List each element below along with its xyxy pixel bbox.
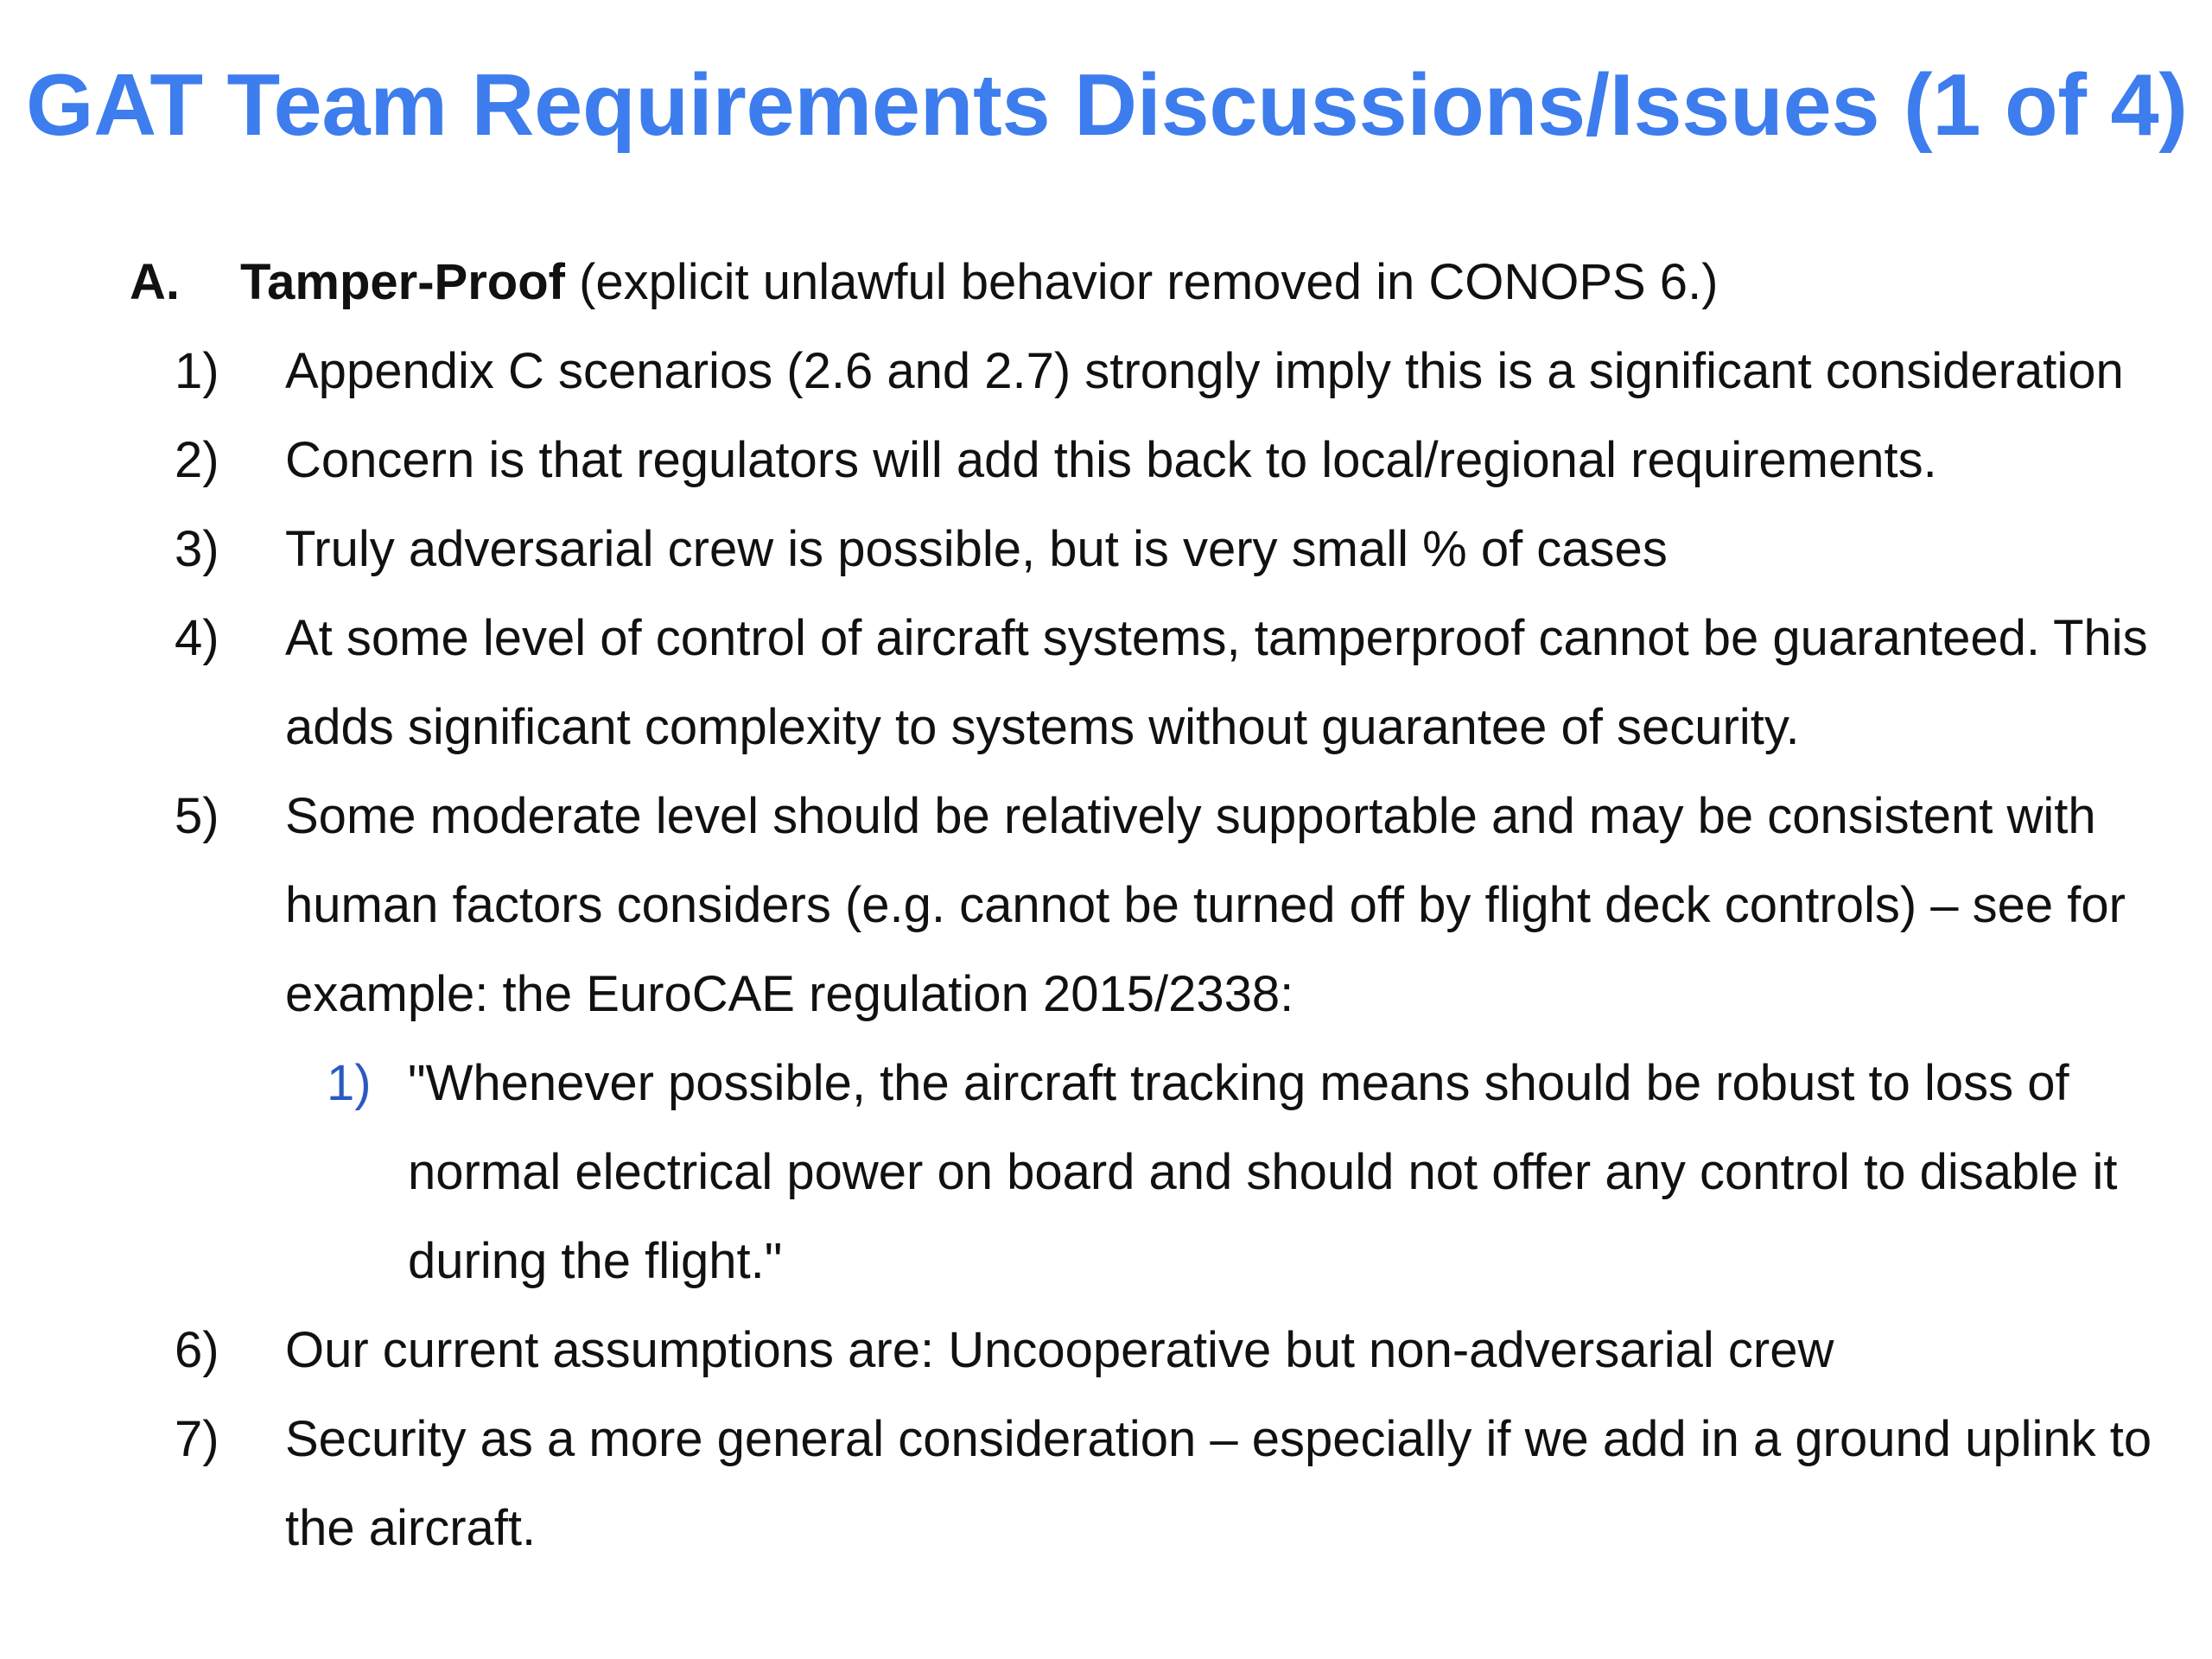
list-item-line [0, 1395, 2212, 1484]
list-item-number: 5) [175, 788, 219, 844]
list-item-line [0, 950, 2212, 1039]
list-item-line [0, 861, 2212, 950]
list-item-text: adds significant complexity to systems without guarantee of security. [285, 699, 1800, 755]
list-item-line [0, 505, 2212, 594]
list-item-line [0, 683, 2212, 772]
sub-list-item-line [0, 1128, 2212, 1217]
list-item [0, 327, 2212, 416]
list-item-line [0, 594, 2212, 683]
list-item-text: Our current assumptions are: Uncooperative but non-adversarial crew [285, 1322, 1834, 1378]
slide-body [0, 238, 2212, 1573]
sub-list-item [0, 1039, 2212, 1306]
list-item-line [0, 1306, 2212, 1395]
sub-list-item-number: 1) [327, 1055, 372, 1111]
list-item-number: 2) [175, 432, 219, 488]
list-item-line [0, 416, 2212, 505]
list-item-line [0, 772, 2212, 861]
section-title: Tamper-Proof [240, 254, 565, 310]
list-item-text: Some moderate level should be relatively supportable and may be consistent with [285, 788, 2096, 844]
quote-text: during the flight." [408, 1233, 783, 1289]
list-item-text: Concern is that regulators will add this back to local/regional requirements. [285, 432, 1937, 488]
section-letter: A. [130, 254, 180, 310]
section-heading-text [240, 238, 1719, 327]
list-item [0, 772, 2212, 1306]
list-item [0, 594, 2212, 772]
list-item-line [0, 1484, 2212, 1573]
list-item-number: 3) [175, 521, 219, 577]
list-item-line [0, 327, 2212, 416]
list-item [0, 1395, 2212, 1573]
list-item-number: 4) [175, 610, 219, 666]
list-item-text: Truly adversarial crew is possible, but is very small % of cases [285, 521, 1668, 577]
quote-text: "Whenever possible, the aircraft tracking means should be robust to loss of [408, 1055, 2069, 1111]
list-item-text: Security as a more general consideration – especially if we add in a ground uplink to [285, 1411, 2152, 1467]
list-item-text: At some level of control of aircraft systems, tamperproof cannot be guaranteed. This [285, 610, 2148, 666]
quote-text: normal electrical power on board and should not offer any control to disable it [408, 1144, 2118, 1200]
list-item-text: example: the EuroCAE regulation 2015/2338: [285, 966, 1294, 1022]
section-note: (explicit unlawful behavior removed in CONOPS 6.) [564, 254, 1719, 310]
list-item-text: Appendix C scenarios (2.6 and 2.7) strongly imply this is a significant consideration [285, 343, 2124, 399]
list-item-number: 1) [175, 343, 219, 399]
list-item [0, 505, 2212, 594]
list-item [0, 1306, 2212, 1395]
list-item-text: human factors considers (e.g. cannot be turned off by flight deck controls) – see for [285, 877, 2126, 933]
sub-list-item-line [0, 1039, 2212, 1128]
list-item-number: 7) [175, 1411, 219, 1467]
list-item [0, 416, 2212, 505]
slide-title: GAT Team Requirements Discussions/Issues (1 of 4) [26, 57, 2188, 154]
list-item-text: the aircraft. [285, 1500, 537, 1556]
sub-list-item-line [0, 1217, 2212, 1306]
list-item-number: 6) [175, 1322, 219, 1378]
section-heading [0, 238, 2212, 327]
